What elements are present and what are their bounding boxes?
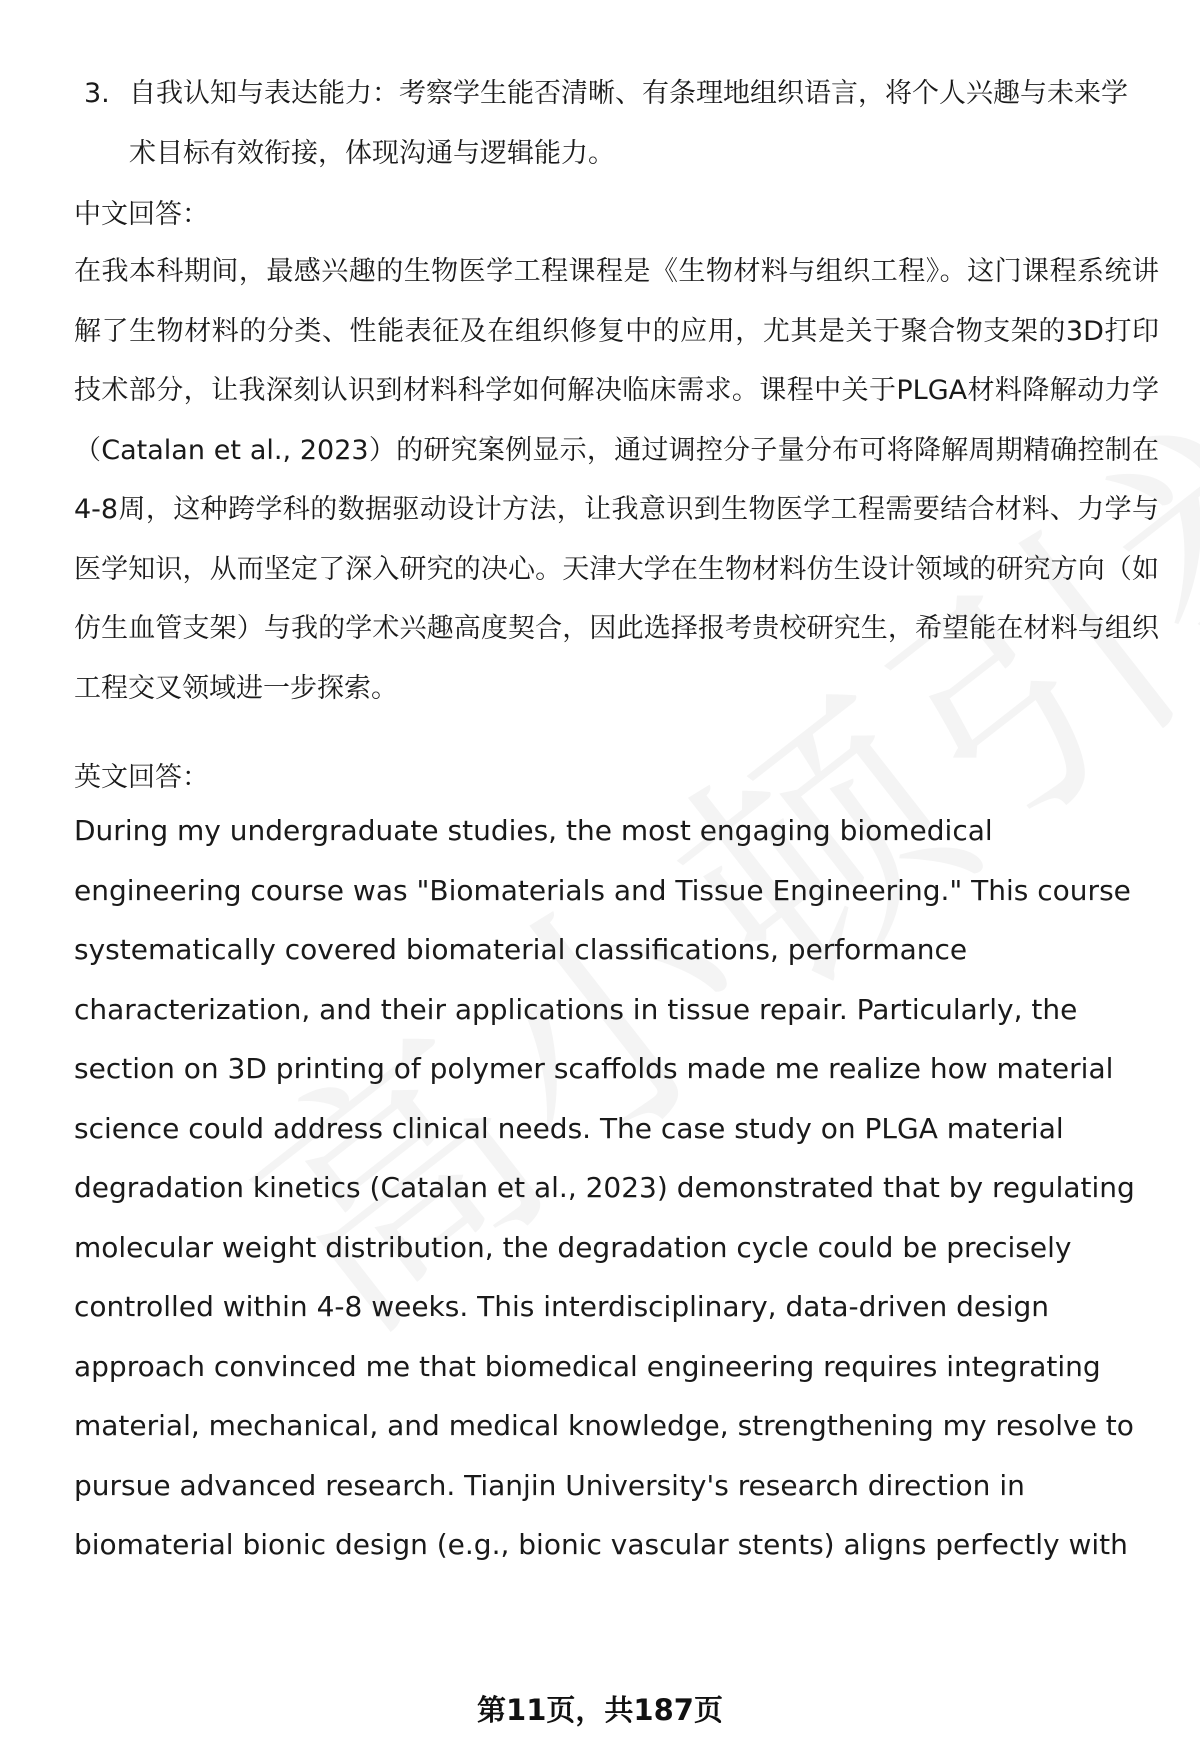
criterion-text: 自我认知与表达能力：考察学生能否清晰、有条理地组织语言，将个人兴趣与未来学术目标有效衔接，体现沟通与逻辑能力。: [129, 78, 1128, 169]
chinese-answer-heading: 中文回答：: [74, 199, 209, 230]
criterion-number: 3.: [84, 78, 110, 109]
page-number-footer: 第11页，共187页: [477, 1693, 723, 1727]
chinese-answer-body: 在我本科期间，最感兴趣的生物医学工程课程是《生物材料与组织工程》。这门课程系统讲解了生物材料的分类、性能表征及在组织修复中的应用，尤其是关于聚合物支架的3D打印技术部分，让我深刻认识到材料科学如何解决临床需求。课程中关于PLGA材料降解动力学（Catalan et al., 2023）的研究案例显示，通过调控分子量分布可将降解周期精确控制在4-8周，这种跨学科的数据驱动设计方法，让我意识到生物医学工程需要结合材料、力学与医学知识，从而坚定了深入研究的决心。天津大学在生物材料仿生设计领域的研究方向（如仿生血管支架）与我的学术兴趣高度契合，因此选择报考贵校研究生，希望能在材料与组织工程交叉领域进一步探索。: [74, 256, 1159, 704]
english-answer-heading: 英文回答：: [74, 762, 209, 793]
english-answer-body: During my undergraduate studies, the most engaging biomedical engineering course was "Biomaterials and Tissue Engineering." This course systematically covered biomaterial classifications, performance characterization, and their applications in tissue repair. Particularly, the section on 3D printing of polymer scaffolds made me realize how material science could address clinical needs. The case study on PLGA material degradation kinetics (Catalan et al., 2023) demonstrated that by regulating molecular weight distribution, the degradation cycle could be precisely controlled within 4-8 weeks. This interdisciplinary, data-driven design approach convinced me that biomedical engineering requires integrating material, mechanical, and medical knowledge, strengthening my resolve to pursue advanced research. Tianjin University's research direction in biomaterial bionic design (e.g., bionic vascular stents) aligns perfectly with: [74, 814, 1135, 1561]
criterion-item: [84, 64, 1144, 184]
